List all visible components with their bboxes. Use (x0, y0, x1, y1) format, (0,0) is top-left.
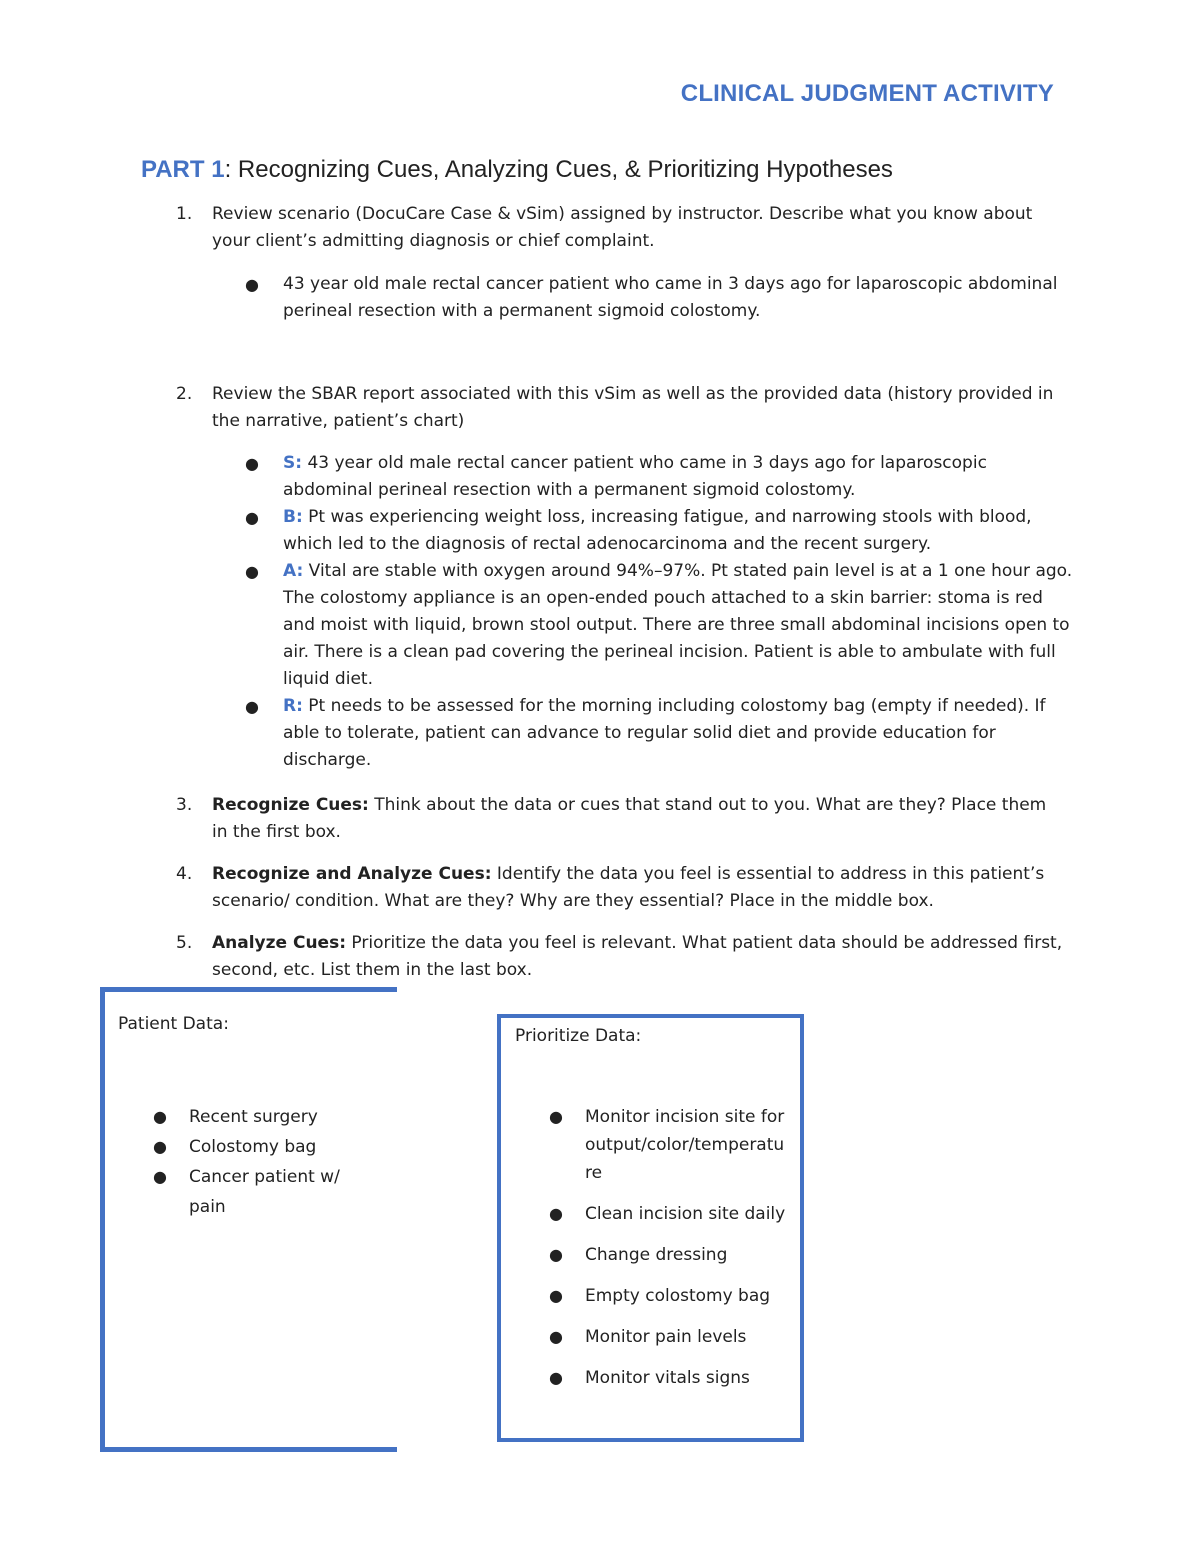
bullet-icon: ● (549, 1107, 563, 1126)
prioritize-data-title: Prioritize Data: (515, 1026, 642, 1046)
question-number: 4. (176, 864, 193, 884)
bullet-icon: ● (245, 562, 259, 581)
question-3 (176, 792, 1066, 846)
sbar-key: S: (283, 453, 303, 473)
sbar-key: B: (283, 507, 303, 527)
list-item: ● Clean incision site daily (549, 1200, 799, 1228)
list-item: ● Recent surgery (153, 1102, 363, 1132)
document-header-title: CLINICAL JUDGMENT ACTIVITY (680, 80, 1054, 107)
sbar-text: Pt was experiencing weight loss, increasing fatigue, and narrowing stools with blood, which led to the diagnosis of rectal adenocarcinoma and the recent surgery. (283, 507, 1032, 554)
list-item: ● Monitor vitals signs (549, 1364, 799, 1392)
part1-title: : Recognizing Cues, Analyzing Cues, & Prioritizing Hypotheses (224, 156, 893, 183)
question-number: 1. (176, 204, 193, 224)
question-text: Review the SBAR report associated with this vSim as well as the provided data (history provided in the narrative, patient’s chart) (212, 384, 1054, 431)
sbar-list (245, 450, 1075, 774)
sbar-text: Vital are stable with oxygen around 94%–97%. Pt stated pain level is at a 1 one hour ago. The colostomy appliance is an open-ended pouch attached to a skin barrier: stoma is red and moist with liquid, brown stool output. There are three small abdominal incisions open to air. There is a clean pad covering the perineal incision. Patient is able to ambulate with full liquid diet. (283, 561, 1073, 689)
question-number: 5. (176, 933, 193, 953)
question-text: Think about the data or cues that stand out to you. What are they? Place them in the first box. (212, 795, 1047, 842)
bullet-icon: ● (245, 454, 259, 473)
question-bold-label: Recognize and Analyze Cues: (212, 864, 492, 884)
sbar-key: A: (283, 561, 304, 581)
patient-data-list (153, 1102, 363, 1222)
bullet-icon: ● (549, 1204, 563, 1223)
answer-text: 43 year old male rectal cancer patient who came in 3 days ago for laparoscopic abdominal perineal resection with a permanent sigmoid colostomy. (283, 274, 1058, 321)
sbar-item-s (245, 450, 1075, 504)
prioritize-data-box (497, 1014, 804, 1442)
question-text: Prioritize the data you feel is relevant. What patient data should be addressed first, second, etc. List them in the last box. (212, 933, 1063, 980)
bullet-icon: ● (549, 1245, 563, 1264)
bullet-icon: ● (153, 1107, 167, 1126)
bullet-icon: ● (153, 1167, 167, 1186)
question-text: Identify the data you feel is essential to address in this patient’s scenario/ condition. What are they? Why are they essential? Place in the middle box. (212, 864, 1045, 911)
sbar-item-b (245, 504, 1075, 558)
bullet-icon: ● (245, 508, 259, 527)
prioritize-data-list (549, 1103, 799, 1392)
sbar-key: R: (283, 696, 303, 716)
bullet-icon: ● (549, 1327, 563, 1346)
list-item: ● Empty colostomy bag (549, 1282, 799, 1310)
sbar-text: 43 year old male rectal cancer patient who came in 3 days ago for laparoscopic abdominal perineal resection with a permanent sigmoid colostomy. (283, 453, 987, 500)
q1-answer-list (245, 271, 1075, 325)
question-bold-label: Recognize Cues: (212, 795, 369, 815)
part1-heading (141, 156, 893, 184)
sbar-item-r (245, 693, 1075, 774)
sbar-text: Pt needs to be assessed for the morning including colostomy bag (empty if needed). If able to tolerate, patient can advance to regular solid diet and provide education for discharge. (283, 696, 1046, 770)
list-item: ● Monitor incision site for output/color/temperatu re (549, 1103, 799, 1187)
list-item: ● Change dressing (549, 1241, 799, 1269)
question-bold-label: Analyze Cues: (212, 933, 347, 953)
question-5 (176, 930, 1066, 984)
patient-data-title: Patient Data: (118, 1014, 229, 1034)
bullet-icon: ● (245, 697, 259, 716)
bullet-icon: ● (549, 1368, 563, 1387)
list-item: ● Monitor pain levels (549, 1323, 799, 1351)
patient-data-box (100, 987, 397, 1452)
question-2 (176, 381, 1066, 435)
question-1 (176, 201, 1066, 255)
question-text: Review scenario (DocuCare Case & vSim) assigned by instructor. Describe what you know about your client’s admitting diagnosis or chief complaint. (212, 204, 1033, 251)
sbar-item-a (245, 558, 1075, 693)
question-number: 3. (176, 795, 193, 815)
bullet-icon: ● (153, 1137, 167, 1156)
list-item: ● Colostomy bag (153, 1132, 363, 1162)
bullet-icon: ● (549, 1286, 563, 1305)
question-4 (176, 861, 1066, 915)
list-item: ● Cancer patient w/ pain (153, 1162, 363, 1222)
bullet-icon: ● (245, 275, 259, 294)
question-number: 2. (176, 384, 193, 404)
list-item (245, 271, 1075, 325)
part1-label: PART 1 (141, 156, 225, 183)
